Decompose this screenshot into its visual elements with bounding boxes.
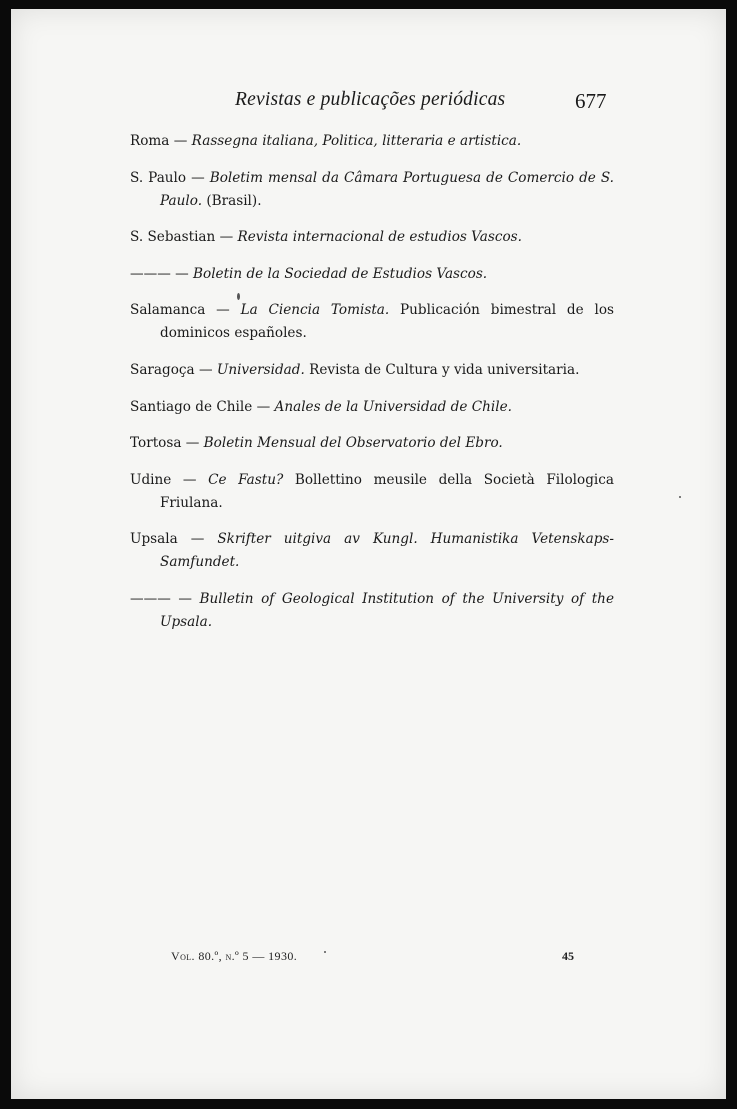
entry-separator: —: [205, 302, 241, 319]
entry-journal: Rassegna italiana, Politica, litteraria e artistica.: [191, 133, 522, 149]
entry-separator: —: [171, 471, 209, 488]
list-item: [130, 299, 614, 345]
entry-separator: —: [170, 590, 200, 607]
entry-separator: —: [186, 169, 210, 186]
ink-speck: [237, 293, 240, 300]
entry-place: S. Paulo: [130, 169, 187, 186]
entry-separator: —: [194, 361, 217, 378]
entry-place: S. Sebastian: [130, 229, 216, 246]
list-item: [130, 167, 614, 213]
running-head: [11, 89, 726, 119]
volume-line: Vol. 80.º, n.º 5 — 1930.: [171, 949, 298, 963]
entry-note: (Brasil).: [202, 192, 262, 209]
list-item: [130, 588, 614, 634]
periodicals-list: [130, 130, 614, 644]
ink-speck: [679, 496, 681, 498]
entry-journal: Boletin de la Sociedad de Estudios Vascos.: [193, 265, 488, 282]
entry-separator: —: [169, 133, 192, 149]
entry-place: Santiago de Chile: [130, 398, 253, 415]
entry-note: Bollettino meusile della Società Filologica Friulana.: [160, 471, 614, 511]
entry-place: Upsala: [130, 531, 178, 548]
entry-place: ———: [130, 590, 171, 607]
entry-separator: —: [215, 229, 238, 246]
entry-journal: La Ciencia Tomista.: [240, 302, 390, 319]
entry-journal: Revista internacional de estudios Vascos.: [237, 229, 522, 246]
entry-journal: Universidad.: [216, 361, 305, 378]
list-item: [130, 528, 614, 574]
list-item: [130, 396, 614, 419]
entry-place: Saragoça: [130, 361, 195, 378]
entry-separator: —: [170, 265, 194, 282]
page-number: 677: [575, 89, 607, 113]
list-item: [130, 469, 614, 515]
entry-journal: Boletim mensal da Câmara Portuguesa de Comercio de S. Paulo.: [160, 169, 614, 209]
list-item: [130, 130, 614, 153]
entry-place: Udine: [130, 471, 172, 488]
signature-mark: 45: [562, 949, 574, 963]
list-item: [130, 263, 614, 286]
page-footer: [11, 949, 726, 969]
list-item: [130, 226, 614, 249]
page-title: Revistas e publicações periódicas: [235, 89, 506, 110]
entry-separator: —: [177, 531, 218, 548]
entry-journal: Skrifter uitgiva av Kungl. Humanistika Vetenskaps-Samfundet.: [160, 531, 614, 571]
entry-place: Salamanca: [130, 302, 206, 319]
entry-place: ———: [130, 265, 171, 282]
entry-separator: —: [181, 435, 204, 452]
entry-journal: Bulletin of Geological Institution of the University of the Upsala.: [160, 590, 614, 630]
entry-journal: Ce Fastu?: [208, 471, 284, 488]
document-page: [11, 9, 726, 1099]
list-item: [130, 359, 614, 382]
entry-place: Tortosa: [130, 435, 182, 452]
ink-speck: [324, 951, 326, 953]
list-item: [130, 432, 614, 455]
entry-note: Publicación bimestral de los dominicos españoles.: [160, 302, 614, 342]
entry-place: Roma: [130, 133, 170, 149]
entry-journal: Boletin Mensual del Observatorio del Ebro.: [203, 435, 503, 452]
entry-separator: —: [252, 398, 275, 415]
entry-journal: Anales de la Universidad de Chile.: [274, 398, 512, 415]
entry-note: Revista de Cultura y vida universitaria.: [304, 361, 580, 378]
